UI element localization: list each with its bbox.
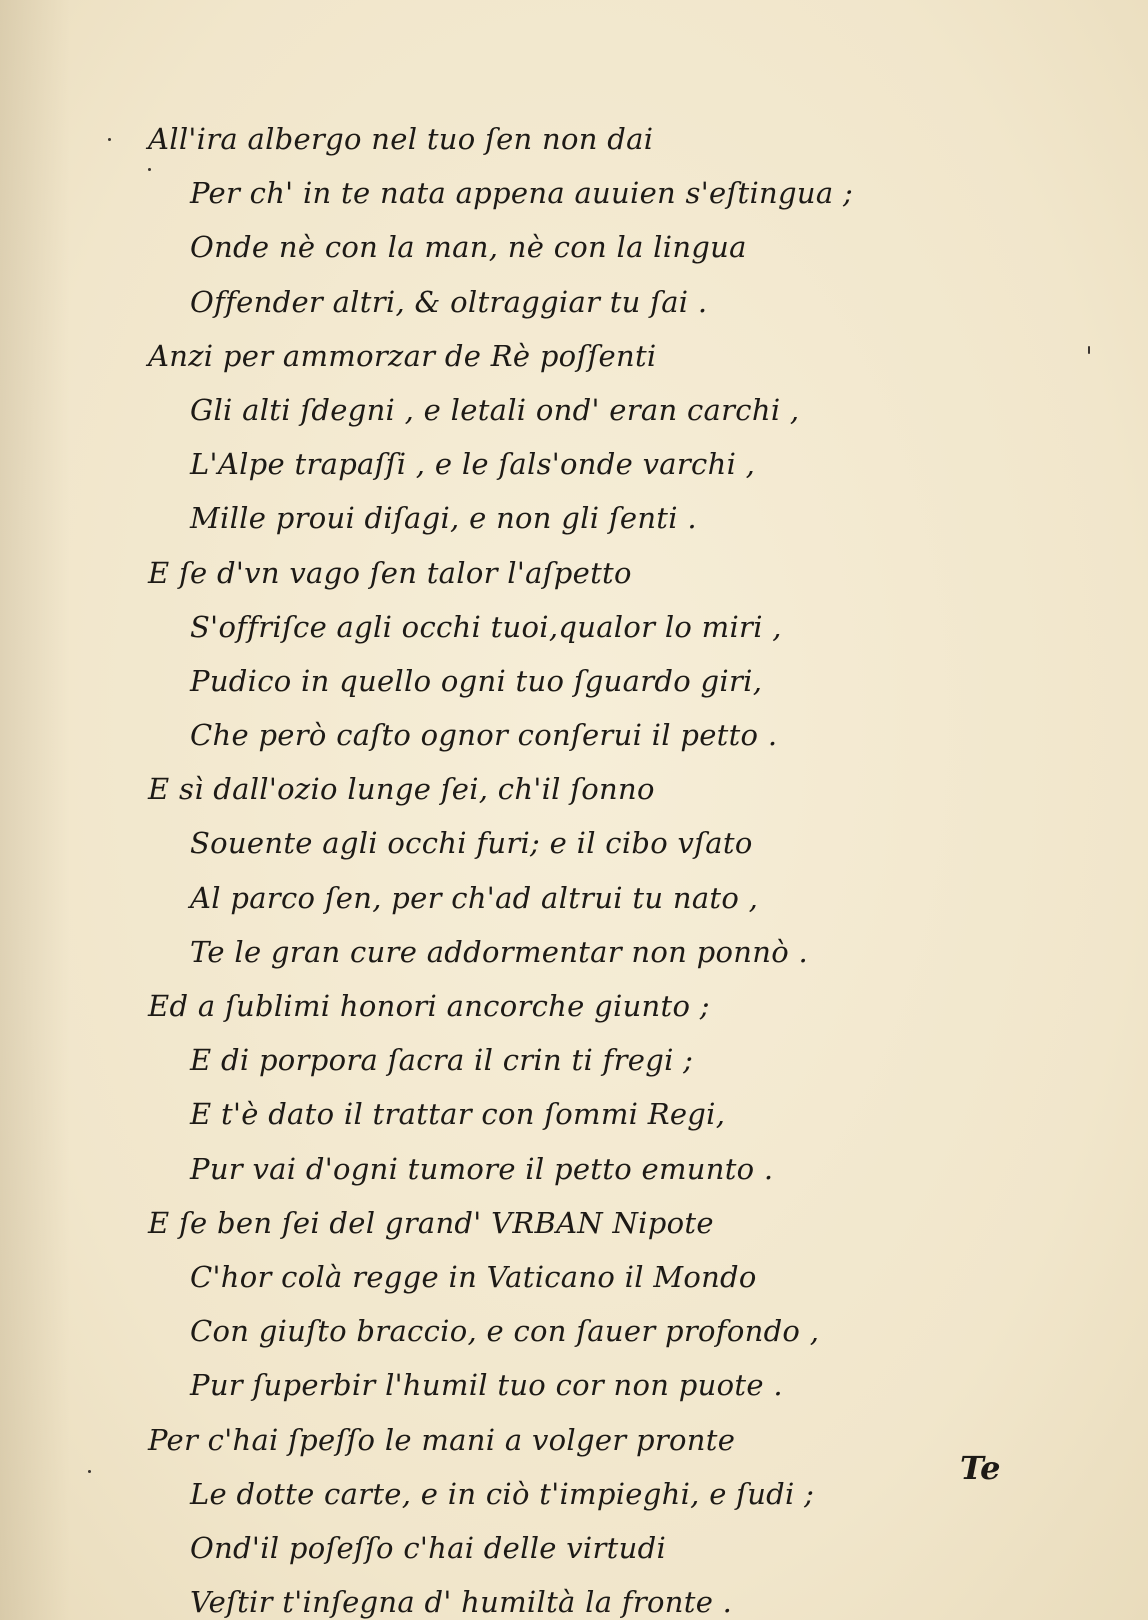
stanza-1 (148, 112, 908, 329)
stanza-1-line-3: Onde nè con la man, nè con la lingua (190, 230, 747, 265)
stanza-4-line-4: Te le gran cure addormentar non ponnò . (190, 934, 809, 969)
stanza-4-line-1: E sì dall'ozio lunge ſei, ch'il ſonno (148, 772, 655, 807)
ink-speck (88, 1470, 91, 1473)
stanza-6-line-3: Con giuſto braccio, e con ſauer profondo , (190, 1314, 820, 1349)
gutter-shadow (0, 0, 70, 1620)
stanza-7-line-4: Veſtir t'inſegna d' humiltà la fronte . (190, 1585, 733, 1620)
stanza-4-line-2: Souente agli occhi furi; e il cibo vſato (190, 826, 753, 861)
stanza-7-line-3: Ond'il poſeſſo c'hai delle virtudi (190, 1530, 667, 1565)
stanza-7 (148, 1413, 908, 1620)
stanza-2-line-1: Anzi per ammorzar de Rè poſſenti (148, 338, 657, 373)
ink-speck (108, 138, 111, 141)
stanza-3 (148, 546, 908, 763)
stanza-2 (148, 329, 908, 546)
poem-text (148, 112, 908, 1620)
stanza-5-line-3: E t'è dato il trattar con ſommi Regi, (190, 1097, 726, 1132)
ink-speck (1088, 346, 1090, 354)
stanza-5-line-1: Ed a ſublimi honori ancorche giunto ; (148, 989, 710, 1023)
stanza-2-line-4: Mille proui diſagi, e non gli ſenti . (190, 501, 697, 536)
stanza-4 (148, 762, 908, 979)
stanza-3-line-4: Che però caſto ognor conſerui il petto . (190, 718, 778, 753)
stanza-2-line-3: L'Alpe trapaſſi , e le ſals'onde varchi , (190, 447, 756, 482)
stanza-1-line-2: Per ch' in te nata appena auuien s'eſtingua ; (190, 176, 854, 211)
stanza-7-line-1: Per c'hai ſpeſſo le mani a volger pronte (148, 1422, 736, 1457)
stanza-6 (148, 1196, 908, 1413)
catchword: Te (960, 1449, 1001, 1487)
stanza-5-line-2: E di porpora ſacra il crin ti fregi ; (190, 1043, 694, 1078)
stanza-1-line-1: All'ira albergo nel tuo ſen non dai (148, 122, 654, 156)
ink-speck (148, 168, 151, 171)
stanza-2-line-2: Gli alti ſdegni , e letali ond' eran carchi , (190, 392, 800, 427)
stanza-3-line-3: Pudico in quello ogni tuo ſguardo giri, (190, 663, 763, 698)
stanza-4-line-3: Al parco ſen, per ch'ad altrui tu nato , (190, 880, 759, 915)
stanza-3-line-1: E ſe d'vn vago ſen talor l'aſpetto (148, 555, 632, 590)
stanza-3-line-2: S'offriſce agli occhi tuoi,qualor lo miri , (190, 609, 782, 644)
stanza-5 (148, 979, 908, 1196)
stanza-5-line-4: Pur vai d'ogni tumore il petto emunto . (190, 1151, 774, 1186)
stanza-7-line-2: Le dotte carte, e in ciò t'impieghi, e ſudi ; (190, 1476, 815, 1511)
stanza-6-line-2: C'hor colà regge in Vaticano il Mondo (190, 1259, 757, 1294)
stanza-6-line-4: Pur ſuperbir l'humil tuo cor non puote . (190, 1368, 783, 1403)
stanza-6-line-1: E ſe ben ſei del grand' VRBAN Nipote (148, 1205, 714, 1240)
stanza-1-line-4: Offender altri, & oltraggiar tu ſai . (190, 284, 708, 319)
